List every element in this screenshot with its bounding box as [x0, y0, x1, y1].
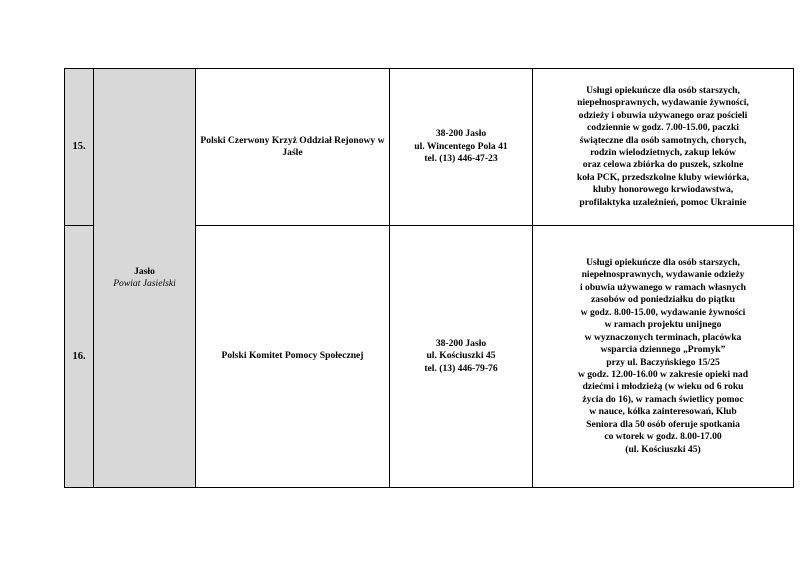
services-line: wsparcia dziennego „Promyk”: [600, 344, 726, 356]
address-line: tel. (13) 446-79-76: [424, 362, 498, 374]
services-line: rodzin wielodzietnych, zakup leków: [590, 147, 736, 158]
services-line: i obuwia używanego w ramach własnych: [579, 281, 747, 293]
address-line: ul. Kościuszki 45: [426, 350, 496, 362]
services-line: w godz. 8.00-15.00, wydawanie żywności: [580, 306, 746, 318]
county-name: Powiat Jasielski: [113, 278, 176, 289]
address-line: ul. Wincentego Pola 41: [414, 140, 508, 152]
organization-name: Polski Czerwony Krzyż Oddział Rejonowy w Jaśle: [196, 69, 390, 226]
services-line: koła PCK, przedszkolne kluby wiewiórka,: [576, 171, 750, 183]
services-line: w nauce, kółka zainteresowań, Klub: [589, 406, 737, 418]
address-line: 38-200 Jasło: [435, 337, 487, 349]
services-line: oraz celowa zbiórka do puszek, szkolne: [582, 159, 744, 171]
services-cell: [533, 226, 794, 488]
row-number: 15.: [65, 69, 94, 226]
services-line: odzieży i obuwia używanego oraz pościeli: [578, 109, 748, 121]
institutions-table: [64, 68, 794, 488]
services-cell: [533, 69, 794, 226]
table-row: [65, 69, 794, 226]
organization-name: Polski Komitet Pomocy Społecznej: [196, 226, 390, 488]
address-line: 38-200 Jasło: [435, 128, 487, 140]
services-line: w ramach projektu unijnego: [604, 319, 722, 331]
city-name: Jasło: [134, 265, 155, 277]
services-line: przy ul. Baczyńskiego 15/25: [606, 356, 720, 368]
services-line: kluby honorowego krwiodawstwa,: [592, 184, 734, 196]
services-line: codziennie w godz. 7.00-15.00, paczki: [587, 122, 739, 134]
address-line: tel. (13) 446-47-23: [424, 153, 498, 165]
services-line: zasobów od poniedziałku do piątku: [591, 294, 735, 306]
city-cell: [94, 69, 196, 488]
services-line: Seniora dla 50 osób oferuje spotkania: [586, 418, 740, 430]
address-cell: [390, 69, 533, 226]
services-line: (ul. Kościuszki 45): [625, 443, 701, 455]
row-number: 16.: [65, 226, 94, 488]
services-line: życia do 16), w ramach świetlicy pomoc: [582, 393, 744, 405]
services-line: w wyznaczonych terminach, placówka: [584, 331, 742, 343]
services-line: Usługi opiekuńcze dla osób starszych,: [586, 84, 740, 96]
services-line: co wtorek w godz. 8.00-17.00: [604, 431, 722, 443]
services-line: niepełnosprawnych, wydawanie odzieży: [581, 269, 745, 281]
services-line: profilaktyka uzależnień, pomoc Ukrainie: [579, 196, 747, 208]
services-line: w godz. 12.00-16.00 w zakresie opieki nad: [577, 368, 749, 380]
services-line: świąteczne dla osób samotnych, chorych,: [579, 134, 747, 146]
services-line: niepełnosprawnych, wydawanie żywności,: [577, 97, 749, 109]
services-line: dziećmi i młodzieżą (w wieku od 6 roku: [582, 381, 744, 393]
address-cell: [390, 226, 533, 488]
services-line: Usługi opiekuńcze dla osób starszych,: [586, 256, 740, 268]
